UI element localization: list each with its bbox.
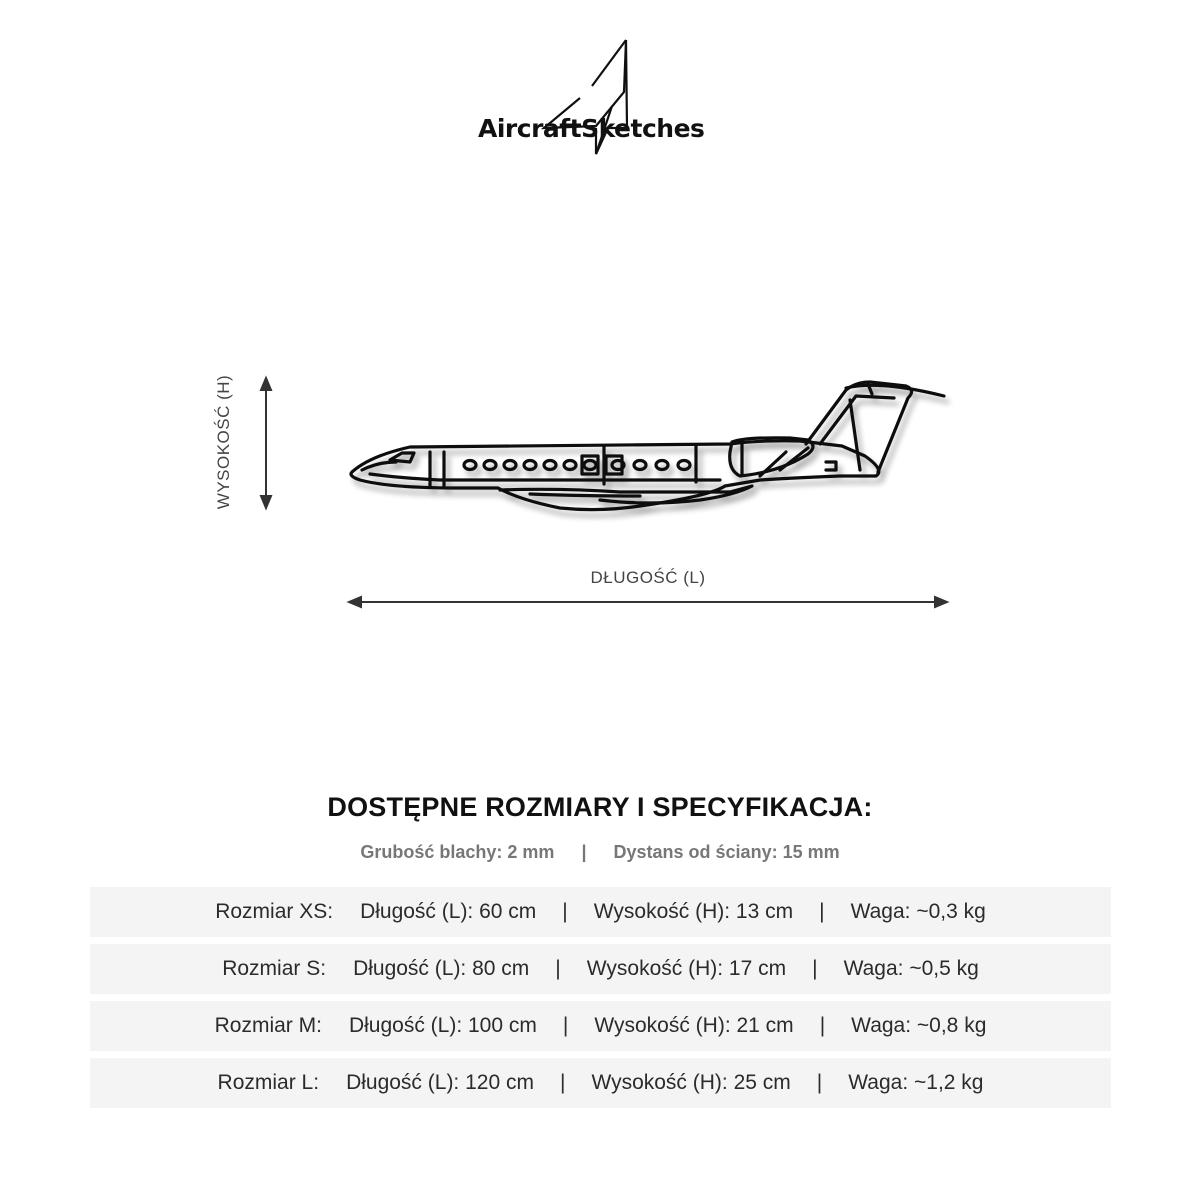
separator: | <box>819 900 825 923</box>
size-name: Rozmiar M: <box>214 1014 322 1037</box>
specs-title: DOSTĘPNE ROZMIARY I SPECYFIKACJA: <box>327 792 873 822</box>
size-height: Wysokość (H): 25 cm <box>591 1071 791 1094</box>
size-height: Wysokość (H): 21 cm <box>594 1014 794 1037</box>
separator: | <box>812 957 818 980</box>
size-row-l <box>90 1058 1111 1108</box>
sheet-thickness: Grubość blachy: 2 mm <box>360 842 555 862</box>
separator: | <box>559 1071 566 1094</box>
size-row-xs <box>90 887 1111 937</box>
size-weight: Waga: ~0,3 kg <box>850 900 986 923</box>
size-weight: Waga: ~0,5 kg <box>843 957 979 980</box>
specs-subtitle <box>0 842 1200 863</box>
sizes-table <box>90 887 1111 1115</box>
height-arrow <box>261 378 271 508</box>
size-row-s <box>90 944 1111 994</box>
size-height: Wysokość (H): 13 cm <box>593 900 794 923</box>
separator: | <box>562 900 568 923</box>
brand-logo-text: AircraftSketches <box>478 114 705 143</box>
size-row-m <box>90 1001 1111 1051</box>
size-name: Rozmiar XS: <box>215 900 334 923</box>
size-length: Długość (L): 60 cm <box>360 900 537 923</box>
separator: | <box>819 1014 826 1037</box>
size-length: Długość (L): 80 cm <box>353 957 530 980</box>
length-dimension-label: DŁUGOŚĆ (L) <box>590 568 706 587</box>
length-arrow <box>349 597 947 607</box>
separator: | <box>562 1014 569 1037</box>
size-length: Długość (L): 120 cm <box>346 1071 534 1094</box>
separator: | <box>816 1071 823 1094</box>
aircraft-sketch <box>351 382 944 510</box>
size-weight: Waga: ~0,8 kg <box>851 1014 987 1037</box>
size-length: Długość (L): 100 cm <box>348 1014 537 1037</box>
size-name: Rozmiar L: <box>217 1071 320 1094</box>
separator: | <box>581 842 587 862</box>
size-height: Wysokość (H): 17 cm <box>586 957 787 980</box>
size-weight: Waga: ~1,2 kg <box>848 1071 984 1094</box>
height-dimension-label: WYSOKOŚĆ (H) <box>214 374 233 510</box>
size-name: Rozmiar S: <box>222 957 327 980</box>
separator: | <box>555 957 561 980</box>
wall-distance: Dystans od ściany: 15 mm <box>613 842 840 862</box>
